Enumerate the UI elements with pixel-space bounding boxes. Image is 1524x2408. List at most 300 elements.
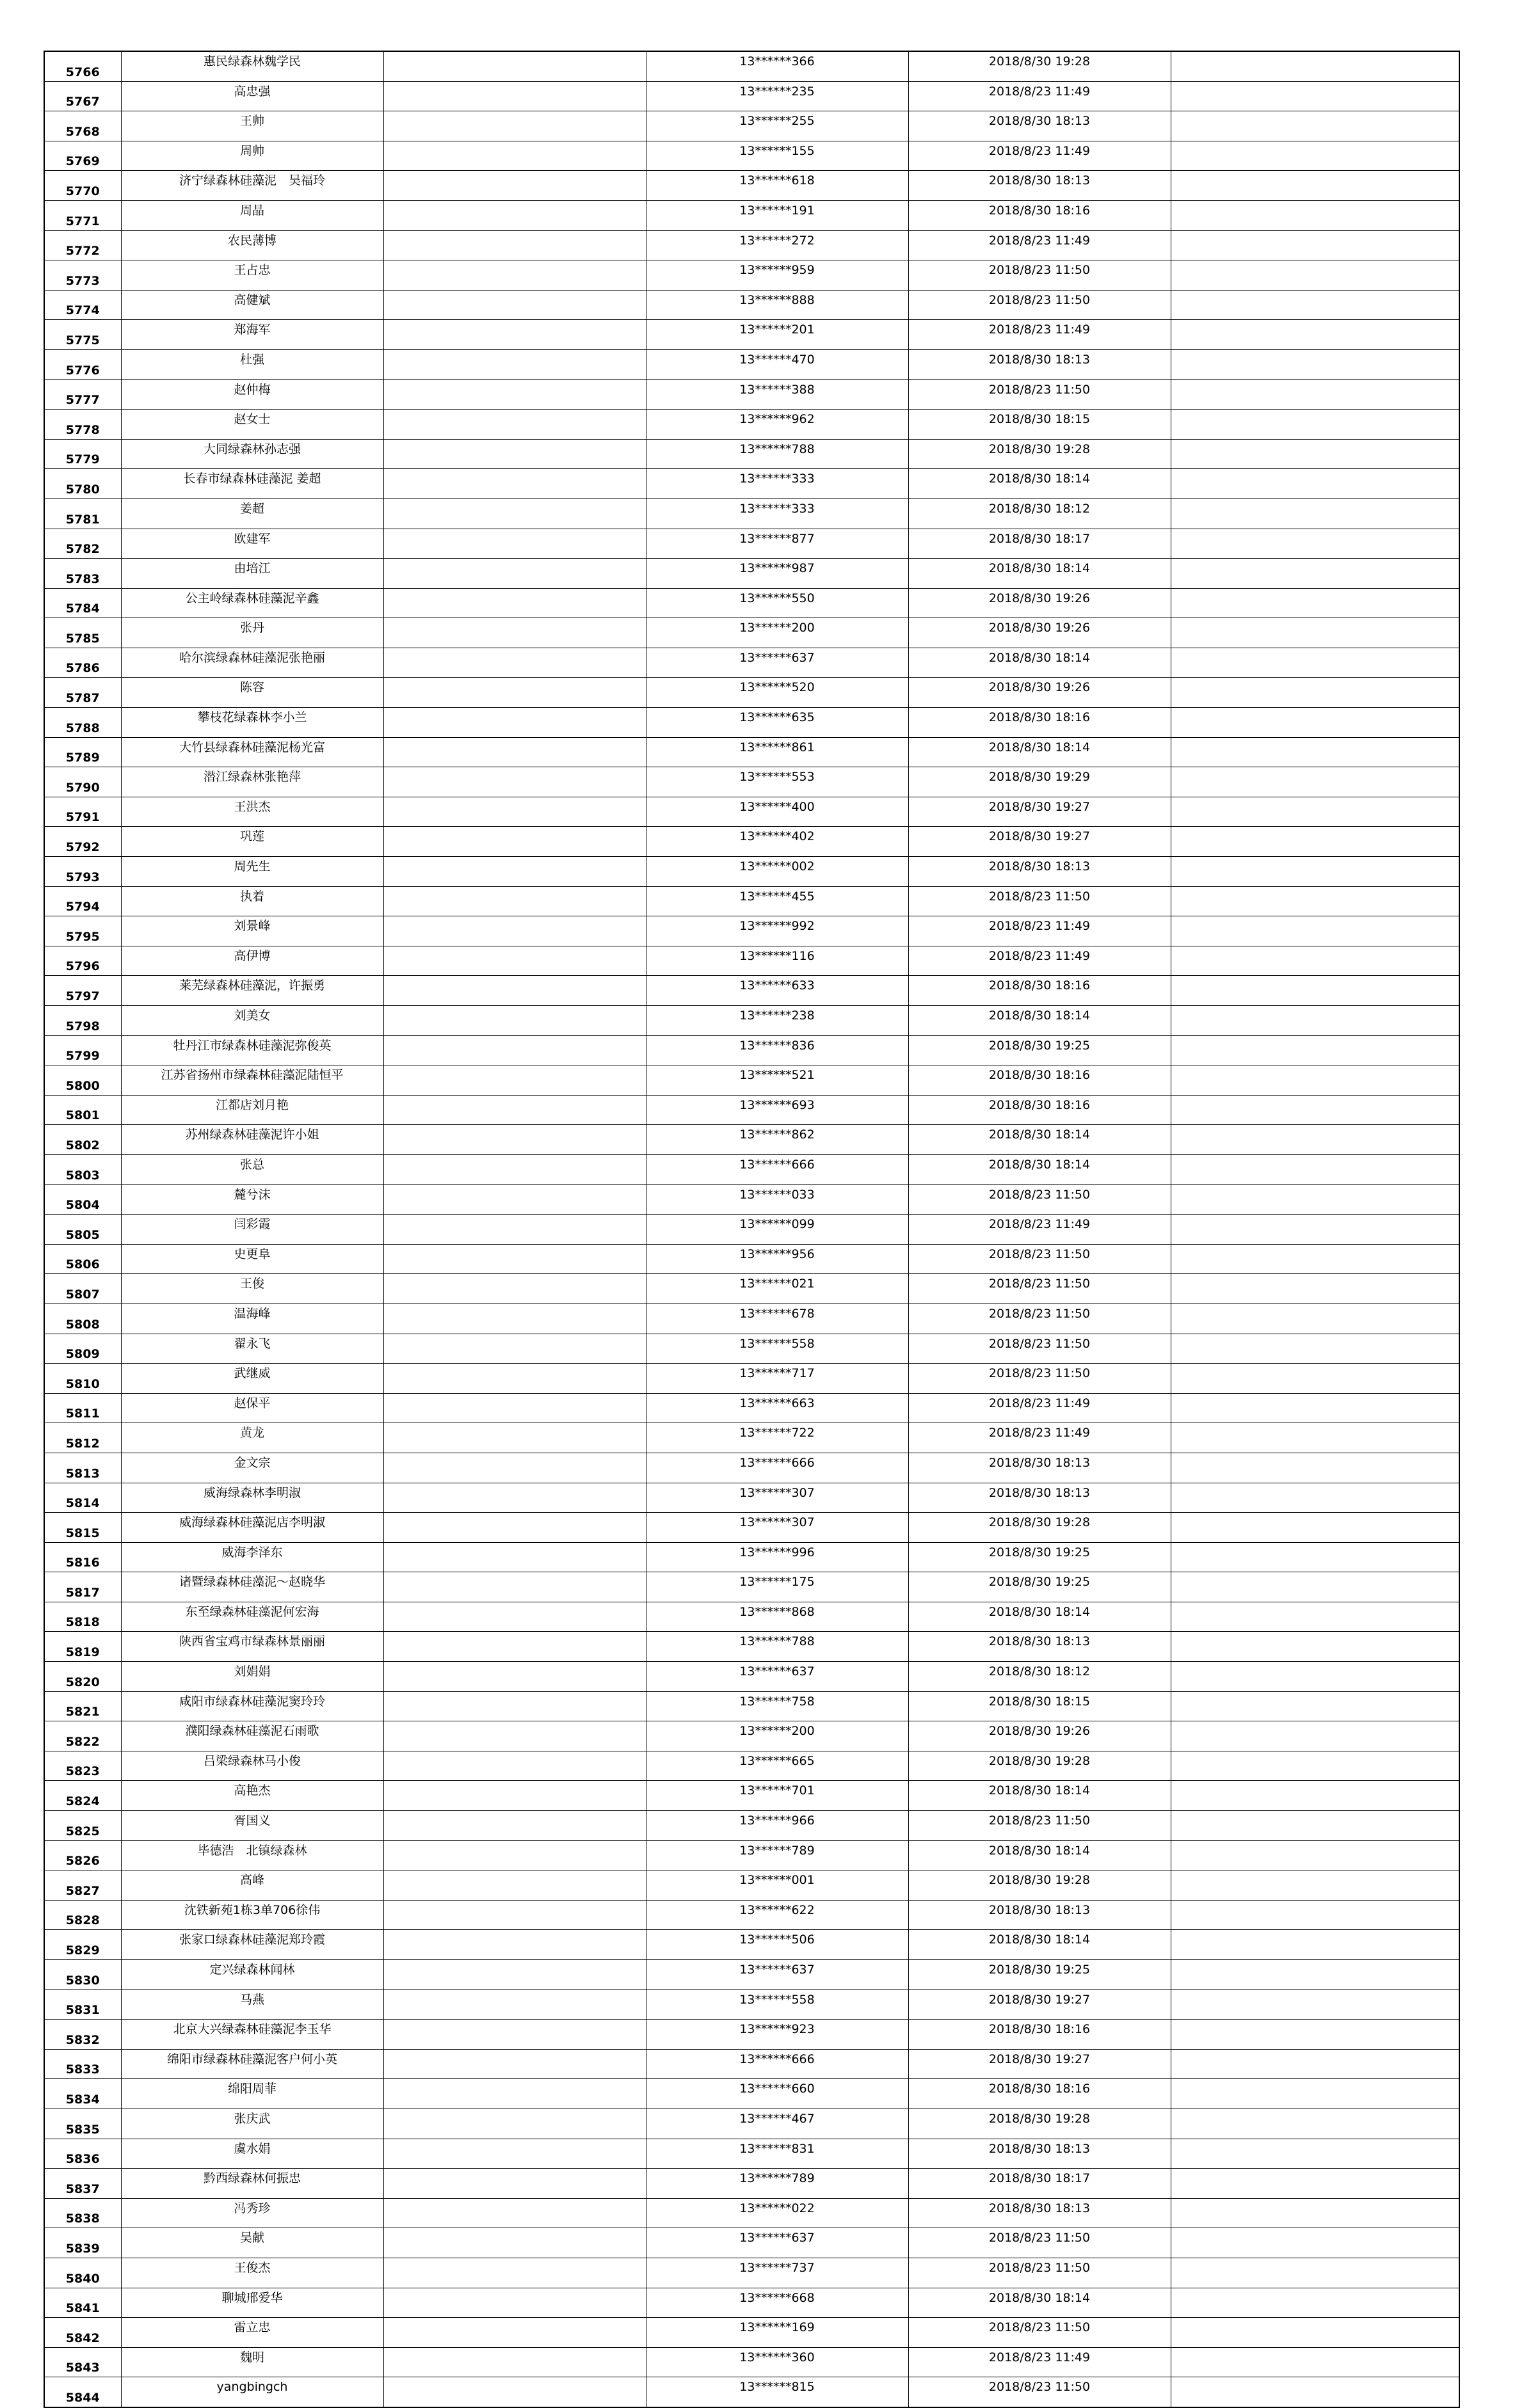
blank-cell <box>383 857 646 887</box>
time-cell: 2018/8/30 18:15 <box>908 1691 1171 1721</box>
blank-cell <box>1171 1215 1459 1245</box>
phone-cell: 13******191 <box>646 200 908 230</box>
table-row <box>44 1721 1459 1751</box>
phone-cell: 13******467 <box>646 2109 908 2139</box>
blank-cell <box>1171 111 1459 141</box>
time-cell: 2018/8/23 11:50 <box>908 886 1171 916</box>
blank-cell <box>1171 1513 1459 1543</box>
row-index-cell: 5829 <box>44 1930 121 1960</box>
blank-cell <box>383 1751 646 1781</box>
phone-cell: 13******862 <box>646 1125 908 1155</box>
phone-cell: 13******861 <box>646 737 908 767</box>
table-row <box>44 1154 1459 1184</box>
time-cell: 2018/8/30 19:26 <box>908 618 1171 648</box>
row-index-cell: 5768 <box>44 111 121 141</box>
blank-cell <box>383 1989 646 2020</box>
time-cell: 2018/8/30 18:16 <box>908 2020 1171 2050</box>
name-cell: 闫彩霞 <box>121 1215 383 1245</box>
phone-cell: 13******558 <box>646 1334 908 1364</box>
row-index-cell: 5844 <box>44 2377 121 2407</box>
row-index-cell: 5766 <box>44 51 121 81</box>
name-cell: 麓兮沫 <box>121 1184 383 1215</box>
name-cell: 黔西绿森林何振忠 <box>121 2169 383 2199</box>
table-row <box>44 260 1459 291</box>
row-index-cell: 5787 <box>44 678 121 708</box>
row-index-cell: 5824 <box>44 1781 121 1811</box>
time-cell: 2018/8/30 18:14 <box>908 1154 1171 1184</box>
row-index-cell: 5825 <box>44 1811 121 1841</box>
time-cell: 2018/8/30 19:25 <box>908 1035 1171 1065</box>
blank-cell <box>383 111 646 141</box>
blank-cell <box>1171 2139 1459 2169</box>
row-index-cell: 5778 <box>44 410 121 440</box>
phone-cell: 13******155 <box>646 141 908 171</box>
phone-cell: 13******758 <box>646 1691 908 1721</box>
blank-cell <box>1171 2258 1459 2288</box>
blank-cell <box>1171 2318 1459 2348</box>
blank-cell <box>383 1721 646 1751</box>
row-index-cell: 5771 <box>44 200 121 230</box>
table-row <box>44 1274 1459 1304</box>
phone-cell: 13******238 <box>646 1006 908 1036</box>
table-row <box>44 1453 1459 1483</box>
table-row <box>44 498 1459 529</box>
blank-cell <box>1171 410 1459 440</box>
row-index-cell: 5822 <box>44 1721 121 1751</box>
table-row <box>44 1334 1459 1364</box>
blank-cell <box>1171 1662 1459 1692</box>
blank-cell <box>1171 1364 1459 1394</box>
table-row <box>44 976 1459 1006</box>
time-cell: 2018/8/30 18:14 <box>908 1006 1171 1036</box>
table-row <box>44 51 1459 81</box>
blank-cell <box>1171 349 1459 379</box>
blank-cell <box>383 648 646 678</box>
blank-cell <box>1171 1632 1459 1662</box>
name-cell: 杜强 <box>121 349 383 379</box>
time-cell: 2018/8/30 18:14 <box>908 2288 1171 2318</box>
row-index-cell: 5803 <box>44 1154 121 1184</box>
row-index-cell: 5809 <box>44 1334 121 1364</box>
phone-cell: 13******388 <box>646 379 908 410</box>
table-row <box>44 410 1459 440</box>
phone-cell: 13******618 <box>646 171 908 201</box>
phone-cell: 13******307 <box>646 1513 908 1543</box>
blank-cell <box>383 2258 646 2288</box>
table-row <box>44 230 1459 260</box>
time-cell: 2018/8/23 11:50 <box>908 1364 1171 1394</box>
name-cell: 高健斌 <box>121 290 383 320</box>
time-cell: 2018/8/30 19:26 <box>908 588 1171 618</box>
blank-cell <box>1171 1483 1459 1513</box>
blank-cell <box>1171 648 1459 678</box>
row-index-cell: 5813 <box>44 1453 121 1483</box>
time-cell: 2018/8/30 18:14 <box>908 1125 1171 1155</box>
name-cell: 绵阳周菲 <box>121 2079 383 2109</box>
blank-cell <box>1171 200 1459 230</box>
name-cell: 巩莲 <box>121 827 383 857</box>
time-cell: 2018/8/30 19:28 <box>908 439 1171 469</box>
name-cell: 周先生 <box>121 857 383 887</box>
name-cell: 刘娟娟 <box>121 1662 383 1692</box>
phone-cell: 13******400 <box>646 797 908 827</box>
name-cell: 沈铁新苑1栋3单706徐伟 <box>121 1900 383 1930</box>
blank-cell <box>383 171 646 201</box>
blank-cell <box>383 439 646 469</box>
blank-cell <box>383 379 646 410</box>
table-row <box>44 111 1459 141</box>
blank-cell <box>383 1513 646 1543</box>
row-index-cell: 5770 <box>44 171 121 201</box>
table-row <box>44 1900 1459 1930</box>
blank-cell <box>383 916 646 946</box>
blank-cell <box>1171 1423 1459 1453</box>
time-cell: 2018/8/23 11:50 <box>908 1334 1171 1364</box>
table-row <box>44 2318 1459 2348</box>
name-cell: 执着 <box>121 886 383 916</box>
table-row <box>44 1095 1459 1125</box>
blank-cell <box>1171 81 1459 111</box>
table-row <box>44 1930 1459 1960</box>
time-cell: 2018/8/30 19:27 <box>908 2049 1171 2079</box>
table-row <box>44 1960 1459 1990</box>
row-index-cell: 5837 <box>44 2169 121 2199</box>
time-cell: 2018/8/23 11:50 <box>908 2318 1171 2348</box>
blank-cell <box>1171 2347 1459 2377</box>
table-row <box>44 946 1459 976</box>
time-cell: 2018/8/23 11:49 <box>908 2347 1171 2377</box>
time-cell: 2018/8/30 18:15 <box>908 410 1171 440</box>
row-index-cell: 5775 <box>44 320 121 350</box>
phone-cell: 13******200 <box>646 1721 908 1751</box>
time-cell: 2018/8/30 19:27 <box>908 1989 1171 2020</box>
phone-cell: 13******637 <box>646 1662 908 1692</box>
time-cell: 2018/8/23 11:49 <box>908 946 1171 976</box>
name-cell: 王洪杰 <box>121 797 383 827</box>
blank-cell <box>383 1632 646 1662</box>
phone-cell: 13******666 <box>646 1154 908 1184</box>
table-row <box>44 618 1459 648</box>
row-index-cell: 5769 <box>44 141 121 171</box>
name-cell: 赵仲梅 <box>121 379 383 410</box>
time-cell: 2018/8/23 11:49 <box>908 916 1171 946</box>
blank-cell <box>1171 1840 1459 1870</box>
name-cell: 刘美女 <box>121 1006 383 1036</box>
table-row <box>44 1691 1459 1721</box>
table-row <box>44 2258 1459 2288</box>
time-cell: 2018/8/30 19:27 <box>908 827 1171 857</box>
phone-cell: 13******923 <box>646 2020 908 2050</box>
phone-cell: 13******402 <box>646 827 908 857</box>
table-row <box>44 1215 1459 1245</box>
table-row <box>44 678 1459 708</box>
row-index-cell: 5784 <box>44 588 121 618</box>
blank-cell <box>383 1572 646 1602</box>
time-cell: 2018/8/23 11:50 <box>908 290 1171 320</box>
blank-cell <box>383 1065 646 1096</box>
time-cell: 2018/8/30 18:13 <box>908 111 1171 141</box>
row-index-cell: 5794 <box>44 886 121 916</box>
table-row <box>44 1572 1459 1602</box>
blank-cell <box>383 1483 646 1513</box>
name-cell: 濮阳绿森林硅藻泥石雨歌 <box>121 1721 383 1751</box>
name-cell: 牡丹江市绿森林硅藻泥弥俊英 <box>121 1035 383 1065</box>
time-cell: 2018/8/30 18:13 <box>908 1632 1171 1662</box>
name-cell: 惠民绿森林魏学民 <box>121 51 383 81</box>
phone-cell: 13******001 <box>646 1870 908 1901</box>
table-row <box>44 379 1459 410</box>
phone-cell: 13******788 <box>646 439 908 469</box>
row-index-cell: 5800 <box>44 1065 121 1096</box>
blank-cell <box>1171 290 1459 320</box>
name-cell: 吴献 <box>121 2228 383 2258</box>
name-cell: 毕德浩 北镇绿森林 <box>121 1840 383 1870</box>
time-cell: 2018/8/23 11:50 <box>908 2377 1171 2407</box>
table-row <box>44 1125 1459 1155</box>
phone-cell: 13******558 <box>646 1989 908 2020</box>
blank-cell <box>1171 1095 1459 1125</box>
blank-cell <box>383 1304 646 1334</box>
blank-cell <box>383 618 646 648</box>
phone-cell: 13******550 <box>646 588 908 618</box>
blank-cell <box>383 81 646 111</box>
row-index-cell: 5797 <box>44 976 121 1006</box>
blank-cell <box>383 2288 646 2318</box>
row-index-cell: 5786 <box>44 648 121 678</box>
row-index-cell: 5781 <box>44 498 121 529</box>
phone-cell: 13******307 <box>646 1483 908 1513</box>
phone-cell: 13******722 <box>646 1423 908 1453</box>
row-index-cell: 5816 <box>44 1542 121 1572</box>
blank-cell <box>1171 559 1459 589</box>
time-cell: 2018/8/30 18:14 <box>908 648 1171 678</box>
name-cell: 温海峰 <box>121 1304 383 1334</box>
blank-cell <box>1171 827 1459 857</box>
blank-cell <box>1171 439 1459 469</box>
row-index-cell: 5840 <box>44 2258 121 2288</box>
phone-cell: 13******637 <box>646 1960 908 1990</box>
time-cell: 2018/8/30 18:16 <box>908 200 1171 230</box>
blank-cell <box>1171 857 1459 887</box>
phone-cell: 13******099 <box>646 1215 908 1245</box>
blank-cell <box>383 230 646 260</box>
name-cell: 高艳杰 <box>121 1781 383 1811</box>
table-row <box>44 2109 1459 2139</box>
table-row <box>44 1423 1459 1453</box>
blank-cell <box>1171 1989 1459 2020</box>
phone-cell: 13******255 <box>646 111 908 141</box>
phone-cell: 13******888 <box>646 290 908 320</box>
phone-cell: 13******333 <box>646 498 908 529</box>
row-index-cell: 5817 <box>44 1572 121 1602</box>
phone-cell: 13******200 <box>646 618 908 648</box>
blank-cell <box>1171 529 1459 559</box>
blank-cell <box>1171 1721 1459 1751</box>
time-cell: 2018/8/30 18:16 <box>908 1095 1171 1125</box>
name-cell: 潜江绿森林张艳萍 <box>121 767 383 797</box>
phone-cell: 13******116 <box>646 946 908 976</box>
time-cell: 2018/8/23 11:49 <box>908 141 1171 171</box>
row-index-cell: 5791 <box>44 797 121 827</box>
table-row <box>44 1065 1459 1096</box>
table-row <box>44 349 1459 379</box>
table-row <box>44 81 1459 111</box>
time-cell: 2018/8/30 19:29 <box>908 767 1171 797</box>
blank-cell <box>1171 230 1459 260</box>
row-index-cell: 5819 <box>44 1632 121 1662</box>
blank-cell <box>383 1364 646 1394</box>
name-cell: 张庆武 <box>121 2109 383 2139</box>
table-row <box>44 2049 1459 2079</box>
row-index-cell: 5811 <box>44 1393 121 1423</box>
table-row <box>44 1632 1459 1662</box>
blank-cell <box>383 529 646 559</box>
time-cell: 2018/8/23 11:49 <box>908 81 1171 111</box>
phone-cell: 13******987 <box>646 559 908 589</box>
blank-cell <box>1171 469 1459 499</box>
blank-cell <box>1171 1244 1459 1274</box>
time-cell: 2018/8/30 18:16 <box>908 1065 1171 1096</box>
blank-cell <box>383 2228 646 2258</box>
blank-cell <box>383 1691 646 1721</box>
table-row <box>44 1840 1459 1870</box>
blank-cell <box>1171 2169 1459 2199</box>
table-row <box>44 2288 1459 2318</box>
blank-cell <box>383 1900 646 1930</box>
blank-cell <box>1171 141 1459 171</box>
blank-cell <box>1171 1304 1459 1334</box>
name-cell: 高伊博 <box>121 946 383 976</box>
blank-cell <box>383 2377 646 2407</box>
phone-cell: 13******831 <box>646 2139 908 2169</box>
blank-cell <box>383 141 646 171</box>
blank-cell <box>383 2109 646 2139</box>
time-cell: 2018/8/30 19:27 <box>908 797 1171 827</box>
blank-cell <box>383 1453 646 1483</box>
blank-cell <box>383 410 646 440</box>
row-index-cell: 5820 <box>44 1662 121 1692</box>
time-cell: 2018/8/30 18:13 <box>908 349 1171 379</box>
blank-cell <box>1171 2020 1459 2050</box>
row-index-cell: 5814 <box>44 1483 121 1513</box>
phone-cell: 13******366 <box>646 51 908 81</box>
phone-cell: 13******201 <box>646 320 908 350</box>
row-index-cell: 5841 <box>44 2288 121 2318</box>
name-cell: 大竹县绿森林硅藻泥杨光富 <box>121 737 383 767</box>
blank-cell <box>383 1542 646 1572</box>
name-cell: 魏明 <box>121 2347 383 2377</box>
time-cell: 2018/8/30 18:13 <box>908 2139 1171 2169</box>
phone-cell: 13******815 <box>646 2377 908 2407</box>
table-row <box>44 1364 1459 1394</box>
blank-cell <box>1171 1542 1459 1572</box>
blank-cell <box>383 827 646 857</box>
blank-cell <box>1171 618 1459 648</box>
blank-cell <box>1171 1125 1459 1155</box>
name-cell: 诸暨绿森林硅藻泥～赵晓华 <box>121 1572 383 1602</box>
table-row <box>44 857 1459 887</box>
blank-cell <box>383 1154 646 1184</box>
blank-cell <box>1171 2049 1459 2079</box>
table-row <box>44 290 1459 320</box>
phone-cell: 13******666 <box>646 2049 908 2079</box>
time-cell: 2018/8/30 19:28 <box>908 2109 1171 2139</box>
row-index-cell: 5832 <box>44 2020 121 2050</box>
phone-cell: 13******175 <box>646 1572 908 1602</box>
blank-cell <box>383 1125 646 1155</box>
name-cell: 威海李泽东 <box>121 1542 383 1572</box>
name-cell: 由培江 <box>121 559 383 589</box>
blank-cell <box>383 1274 646 1304</box>
blank-cell <box>1171 2079 1459 2109</box>
time-cell: 2018/8/30 19:28 <box>908 1870 1171 1901</box>
table-row <box>44 2139 1459 2169</box>
blank-cell <box>1171 1572 1459 1602</box>
phone-cell: 13******668 <box>646 2288 908 2318</box>
phone-cell: 13******966 <box>646 1811 908 1841</box>
time-cell: 2018/8/30 18:14 <box>908 559 1171 589</box>
table-row <box>44 708 1459 738</box>
blank-cell <box>1171 1453 1459 1483</box>
row-index-cell: 5798 <box>44 1006 121 1036</box>
phone-cell: 13******666 <box>646 1453 908 1483</box>
table-row <box>44 2198 1459 2228</box>
table-row <box>44 559 1459 589</box>
phone-cell: 13******788 <box>646 1632 908 1662</box>
phone-cell: 13******789 <box>646 1840 908 1870</box>
blank-cell <box>383 767 646 797</box>
blank-cell <box>383 1602 646 1632</box>
row-index-cell: 5767 <box>44 81 121 111</box>
table-row <box>44 1035 1459 1065</box>
phone-cell: 13******992 <box>646 916 908 946</box>
blank-cell <box>1171 976 1459 1006</box>
time-cell: 2018/8/30 18:17 <box>908 2169 1171 2199</box>
row-index-cell: 5823 <box>44 1751 121 1781</box>
blank-cell <box>1171 1006 1459 1036</box>
phone-cell: 13******169 <box>646 2318 908 2348</box>
time-cell: 2018/8/30 18:13 <box>908 857 1171 887</box>
table-row <box>44 2020 1459 2050</box>
blank-cell <box>1171 1691 1459 1721</box>
table-row <box>44 648 1459 678</box>
phone-cell: 13******520 <box>646 678 908 708</box>
row-index-cell: 5785 <box>44 618 121 648</box>
name-cell: 公主岭绿森林硅藻泥辛鑫 <box>121 588 383 618</box>
name-cell: 江都店刘月艳 <box>121 1095 383 1125</box>
name-cell: 苏州绿森林硅藻泥许小姐 <box>121 1125 383 1155</box>
name-cell: 王俊 <box>121 1274 383 1304</box>
blank-cell <box>1171 767 1459 797</box>
blank-cell <box>383 1035 646 1065</box>
name-cell: 绵阳市绿森林硅藻泥客户何小英 <box>121 2049 383 2079</box>
time-cell: 2018/8/23 11:50 <box>908 2258 1171 2288</box>
name-cell: 威海绿森林李明淑 <box>121 1483 383 1513</box>
table-row <box>44 1781 1459 1811</box>
table-row <box>44 588 1459 618</box>
name-cell: 周帅 <box>121 141 383 171</box>
phone-cell: 13******553 <box>646 767 908 797</box>
blank-cell <box>383 588 646 618</box>
time-cell: 2018/8/23 11:50 <box>908 1244 1171 1274</box>
phone-cell: 13******021 <box>646 1274 908 1304</box>
time-cell: 2018/8/30 18:14 <box>908 737 1171 767</box>
phone-cell: 13******002 <box>646 857 908 887</box>
name-cell: yangbingch <box>121 2377 383 2407</box>
blank-cell <box>383 2347 646 2377</box>
blank-cell <box>1171 2228 1459 2258</box>
blank-cell <box>383 2049 646 2079</box>
